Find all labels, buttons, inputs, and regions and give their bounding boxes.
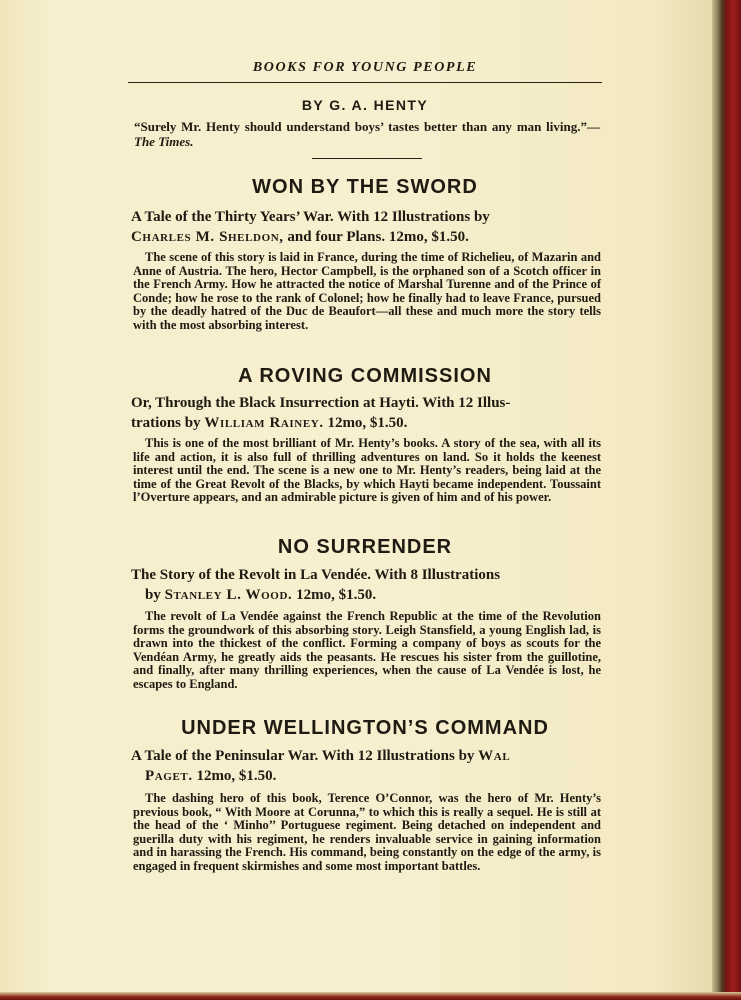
book-subtitle (131, 393, 601, 433)
book-title: WON BY THE SWORD (252, 176, 478, 198)
book-description: The scene of this story is laid in France, during the time of Richelieu, of Mazarin and Anne of Austria. The hero, Hector Campbell, is the orphaned son of a Scotch officer in the French Army. How he attracted the notice of Marshal Turenne and of the Prince of Conde; how he rose to the rank of Colonel; how he finally had to leave France, pursued by the deadly hatred of the Duc de Beaufort—all these and much more the story tells with the most absorbing interest. (133, 250, 601, 332)
subtitle-line (131, 585, 601, 605)
running-head: BOOKS FOR YOUNG PEOPLE (252, 60, 478, 75)
subtitle-pre: by (145, 587, 165, 603)
illustrator-name: Wal (478, 748, 511, 764)
author-quote (134, 119, 600, 149)
quote-source: The Times. (134, 134, 194, 149)
book-subtitle (131, 207, 601, 247)
page-bottom-edge (0, 992, 741, 1000)
illustrator-name: William Rainey. (204, 415, 324, 431)
subtitle-pre: trations by (131, 415, 205, 431)
illustrator-name: Charles M. Sheldon, (131, 229, 284, 245)
subtitle-line (131, 746, 601, 766)
subtitle-rest: 12mo, $1.50. (192, 768, 277, 784)
book-title: NO SURRENDER (277, 536, 453, 558)
subtitle-line: Or, Through the Black Insurrection at Hayti. With 12 Illus- (131, 395, 511, 411)
book-spine (712, 0, 741, 1000)
illustrator-name: Paget. (145, 768, 193, 784)
subtitle-line (131, 227, 601, 247)
subtitle-line (131, 766, 601, 786)
subtitle-rest: and four Plans. 12mo, $1.50. (283, 229, 469, 245)
book-title: A ROVING COMMISSION (238, 365, 492, 387)
book-subtitle (131, 565, 601, 605)
book-description: The dashing hero of this book, Terence O’Connor, was the hero of Mr. Henty’s previous book, “ With Moore at Corunna,” to which this is really a sequel. He is still at the head of the ‘ Minho’’ Portuguese regiment. Being detached on independent and guerilla duty with his regiment, he renders invaluable service in gaining information and in harassing the French. His command, being constantly on the edge of the army, is engaged in frequent skirmishes and some most important battles. (133, 791, 601, 873)
illustrator-name: Stanley L. Wood. (164, 587, 293, 603)
subtitle-pre: A Tale of the Peninsular War. With 12 Illustrations by (131, 748, 479, 764)
book-title: UNDER WELLINGTON’S COMMAND (181, 717, 549, 739)
subtitle-rest: 12mo, $1.50. (292, 587, 377, 603)
subtitle-line (131, 413, 601, 433)
book-description: This is one of the most brilliant of Mr. Henty’s books. A story of the sea, with all its life and action, it is also full of thrilling adventures on land. So it holds the keenest interest until the end. The scene is a new one to Mr. Henty’s readers, being laid at the time of the Great Revolt of the Blacks, by which Hayti became independent. Toussaint l’Overture appears, and an admirable picture is given of him and of his power. (133, 436, 601, 505)
subtitle-line: The Story of the Revolt in La Vendée. With 8 Illustrations (131, 567, 501, 583)
subtitle-line: A Tale of the Thirty Years’ War. With 12 Illustrations by (131, 209, 490, 225)
book-description: The revolt of La Vendée against the French Republic at the time of the Revolution forms the groundwork of this absorbing story. Leigh Stansfield, a young English lad, is drawn into the thickest of the conflict. Forming a company of boys as scouts for the Vendéan Army, he greatly aids the peasants. He rescues his sister from the guillotine, and finally, after many thrilling experiences, when the cause of La Vendée is lost, he escapes to England. (133, 609, 601, 691)
quote-text: “Surely Mr. Henty should understand boys’ tastes better than any man living.”— (134, 119, 600, 134)
author-heading: BY G. A. HENTY (301, 97, 429, 113)
section-rule (312, 158, 422, 159)
subtitle-rest: 12mo, $1.50. (323, 415, 408, 431)
book-subtitle (131, 746, 601, 786)
header-rule (128, 82, 602, 83)
